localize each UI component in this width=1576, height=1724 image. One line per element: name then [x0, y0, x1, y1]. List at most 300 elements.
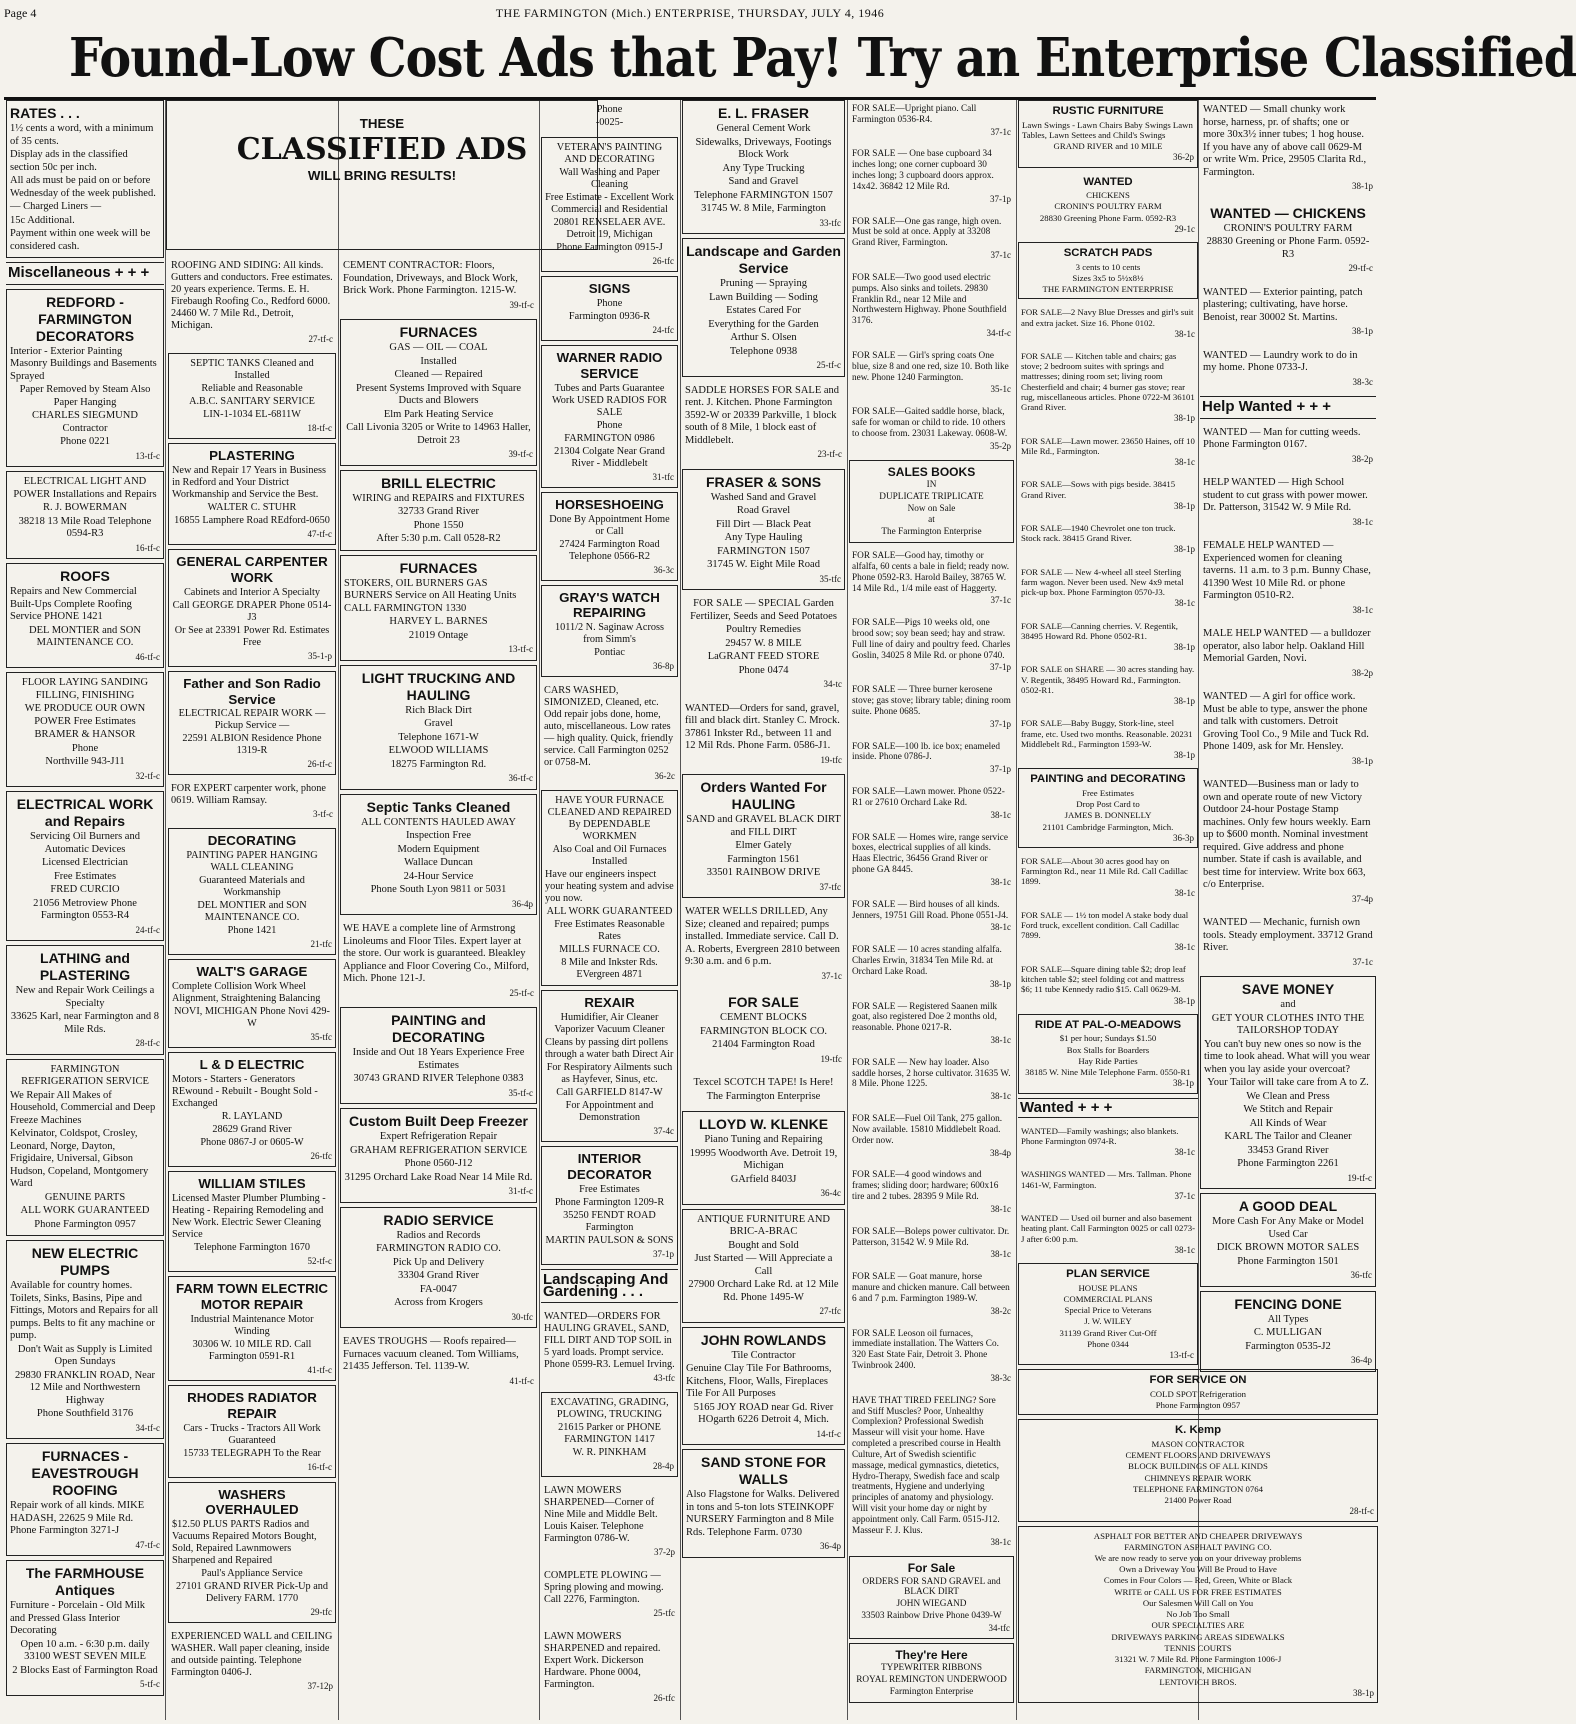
ad-line: Phone	[596, 419, 623, 431]
ad-line: General Cement Work	[716, 123, 811, 134]
column-rule	[1016, 100, 1017, 1720]
ad-heading: FOR SALE—4 good windows and frames; sliding door; hardware; 600x16 tire and 2 tubes. 28395 9 Mile Rd.	[852, 1170, 999, 1203]
ad-line: HARVEY L. BARNES	[389, 616, 488, 627]
ad-heading: WANTED — Mechanic, furnish own tools. Steady employment. 33712 Grand River.	[1203, 917, 1373, 953]
ad-line: A.B.C. SANITARY SERVICE	[189, 396, 315, 407]
ad-heading: FOR SALE — Kitchen table and chairs; gas stove; 2 bedroom suites with springs and mattresses; dining room set; living room Chesterfield and chair; 4 burner gas stove; rear rug, miscellaneous articles. Phone 0722-M 36101 Grand River.	[1021, 350, 1195, 413]
column-3	[340, 100, 537, 1718]
classified-ad	[1018, 347, 1198, 428]
ad-line: Elmer Gately	[735, 840, 792, 851]
classified-ad	[168, 353, 336, 439]
ad-line: 5165 JOY ROAD near Gd. River HOgarth 6226 Detroit 4, Mich.	[693, 1401, 834, 1425]
banner-line: WILL BRING RESULTS!	[307, 167, 457, 183]
ad-line: Everything for the Garden	[708, 318, 819, 330]
classified-ad	[849, 896, 1014, 937]
ad-line: ORDERS FOR SAND GRAVEL and BLACK DIRT	[862, 1576, 1001, 1598]
classified-ad	[1018, 852, 1198, 902]
classified-ad	[849, 941, 1014, 993]
ad-code: 26-tfc	[652, 256, 674, 266]
ad-line: Free Estimates Reasonable Rates	[554, 919, 665, 943]
ad-line: Industrial Maintenance Motor Winding	[190, 1313, 314, 1337]
classified-ad	[1018, 1122, 1198, 1162]
ad-heading: RUSTIC FURNITURE	[1052, 105, 1164, 117]
ad-line: 24-Hour Service	[403, 870, 474, 882]
ad-heading: ASPHALT FOR BETTER AND CHEAPER DRIVEWAYS	[1093, 1530, 1303, 1541]
ad-heading: A GOOD DEAL	[1238, 1198, 1338, 1214]
ad-code: 19-tf-c	[1347, 1172, 1372, 1183]
ad-heading: WANTED—Business man or lady to own and operate route of new Victory Outdoor 24-hour Postage Stamp machines. Only few hours weekly. Earn up to $600 month. Nominal investment required. Give address and phone number. State if cash is available, and best time for interview. Write box 663, c/o Enterprise.	[1203, 779, 1371, 890]
ad-heading: PLASTERING	[209, 448, 295, 463]
ad-code: 19-tfc	[820, 754, 842, 765]
ad-line: Pick Up and Delivery	[392, 1256, 485, 1268]
ad-heading: FOR SALE—100 lb. ice box; enameled inside. Phone 0786-J.	[852, 741, 1000, 763]
ad-line: BLOCK BUILDINGS OF ALL KINDS	[1128, 1461, 1268, 1472]
ad-line: Expert Refrigeration Repair	[379, 1131, 498, 1142]
ad-line: Across from Krogers	[394, 1297, 483, 1308]
classified-ad	[1018, 617, 1198, 657]
column-rule	[539, 100, 540, 1720]
classified-ad	[849, 998, 1014, 1050]
ad-heading: FOR SALE—Lawn mower. Phone 0522-R1 or 27610 Orchard Lake Rd.	[852, 787, 1005, 808]
ad-line: DEL MONTIER and SON MAINTENANCE CO.	[29, 624, 141, 648]
ad-line: Pruning — Spraying	[720, 278, 807, 289]
classified-ad	[849, 213, 1014, 265]
ad-code: 35-2p	[990, 440, 1011, 451]
ad-code: 34-tc	[823, 679, 842, 689]
classified-ad	[682, 100, 845, 234]
ad-line: Present Systems Improved with Square Ducts and Blowers	[355, 382, 522, 406]
ad-line: Payment within one week will be considered cash.	[10, 228, 151, 252]
ad-code: 36-tf-c	[508, 773, 533, 783]
ad-code: 38-1c	[1352, 604, 1373, 615]
ad-code: 36-tfc	[1350, 1270, 1372, 1280]
ad-line: CRONIN'S POULTRY FARM	[1054, 201, 1162, 212]
ad-line: LIN-1-1034 EL-6811W	[203, 409, 301, 420]
ad-heading: HAVE YOUR FURNACE CLEANED AND REPAIRED By DEPENDABLE WORKMEN	[547, 795, 672, 843]
ad-heading: COMPLETE PLOWING — Spring plowing and mowing. Call 2276, Farmington.	[544, 1570, 664, 1606]
ad-code: 38-2p	[1352, 453, 1373, 464]
ad-heading: WASHERS OVERHAULED	[205, 1486, 299, 1518]
classified-ad	[849, 403, 1014, 455]
ad-line: NOVI, MICHIGAN Phone Novi 429-W	[174, 1006, 330, 1030]
ad-line: 28629 Grand River	[212, 1124, 292, 1136]
column-rule	[165, 100, 166, 1720]
ad-heading: NEW ELECTRIC PUMPS	[31, 1245, 139, 1278]
ad-line: ELECTRICAL REPAIR WORK — Pickup Service —	[178, 708, 326, 732]
ad-heading: RIDE AT PAL-O-MEADOWS	[1034, 1018, 1182, 1031]
ad-line: GAS — OIL — COAL	[389, 342, 488, 353]
ad-heading: GENERAL CARPENTER WORK	[176, 553, 328, 585]
ad-code: 36-8p	[653, 661, 674, 672]
ad-line: 15733 TELEGRAPH To the Rear	[183, 1447, 321, 1459]
ad-code: 37-1c	[990, 250, 1011, 261]
ad-heading: ROOFS	[60, 568, 110, 584]
classified-ad	[541, 137, 678, 272]
ad-code: 34-tfc	[988, 1622, 1010, 1633]
ad-line: Hay Ride Parties	[1078, 1055, 1138, 1066]
classified-ad	[541, 585, 678, 678]
classified-ad	[168, 1385, 336, 1478]
ad-line: Phone Southfield 3176	[36, 1408, 134, 1419]
ad-code: 19-tfc	[820, 1053, 842, 1064]
ad-line: Have our engineers inspect your heating system and advise you now.	[545, 869, 674, 905]
ad-line: DRIVEWAYS PARKING AREAS SIDEWALKS	[1111, 1631, 1285, 1642]
ad-code: 38-1c	[990, 1091, 1011, 1102]
ad-heading: WANTED — Used oil burner and also basement heating plant. Call Farmington 0025 or call 0273-J after 6:00 p.m.	[1021, 1213, 1195, 1244]
ad-line: FA-0047	[419, 1283, 458, 1295]
ad-line: CHIMNEYS REPAIR WORK	[1144, 1472, 1252, 1483]
ad-heading: WANTED — A girl for office work. Must be able to type, answer the phone and talk with customers. Detroit Groving Tool Co., 9 Mile and Tuck Rd. Phone 1409, ask for Mr. Hensley.	[1203, 691, 1369, 752]
ad-heading: WANTED — Laundry work to do in my home. Phone 0733-J.	[1203, 349, 1358, 373]
ad-line: Telephone 0938	[729, 345, 798, 357]
ad-heading: Phone	[596, 104, 623, 115]
banner-line: THESE	[359, 116, 405, 131]
ad-line: $1 per hour; Sundays $1.50	[1059, 1033, 1157, 1044]
ad-heading: WANTED — Exterior painting, patch plastering; cultivating, have horse. Benoist, rear 30002 St. Martins.	[1203, 286, 1363, 323]
classified-ad	[6, 289, 164, 468]
classified-ad	[1200, 913, 1376, 972]
ad-line: 31745 W. 8 Mile, Farmington	[701, 203, 826, 214]
ad-code: 35-tfc	[310, 1032, 332, 1043]
ad-line: 33453 Grand River	[1247, 1144, 1329, 1156]
ad-line: CHARLES SIEGMUND Contractor	[32, 410, 138, 434]
ad-line: 1011/2 N. Saginaw Across from Simm's	[555, 622, 664, 646]
ad-line: $12.50 PLUS PARTS Radios and Vacuums Repaired Motors Bought, Sold, Repaired Lawnmowers Sharpened and Repaired	[172, 1519, 317, 1567]
classified-ad	[6, 791, 164, 941]
ad-heading: FOR SALE	[728, 994, 799, 1010]
ad-code: 28-tf-c	[1349, 1506, 1374, 1517]
classified-ad	[682, 1073, 845, 1107]
ad-line: 27424 Farmington Road Telephone 0566-R2	[559, 538, 660, 562]
ad-line: Licensed Master Plumber Plumbing - Heating - Repairing Remodeling and New Work. Electric Sewer Cleaning Service	[172, 1193, 326, 1241]
ad-line: FARMINGTON BLOCK CO.	[699, 1025, 828, 1037]
classified-ad	[849, 347, 1014, 399]
ad-code: 38-1p	[1353, 1687, 1374, 1698]
ad-line: HOUSE PLANS	[1078, 1282, 1138, 1293]
classified-ad	[340, 256, 537, 315]
classified-ad	[1018, 1014, 1198, 1094]
classified-ad	[541, 1627, 678, 1708]
ad-line: Available for country homes. Toilets, Sinks, Basins, Pipe and Fittings, Motors and Repairs for all pumps. Belts to fit any machine or pump.	[10, 1280, 159, 1341]
ad-code: 31-tfc	[652, 471, 674, 482]
ad-code: 38-1p	[1174, 750, 1195, 760]
ad-line: PAINTING PAPER HANGING WALL CLEANING	[186, 850, 318, 874]
ad-line: Piano Tuning and Repairing	[704, 1134, 823, 1145]
ad-line: DEL MONTIER and SON MAINTENANCE CO.	[197, 900, 307, 924]
ad-heading: FOR SALE Leoson oil furnaces, immediate installation. The Watters Co. 320 East State Fair, Detroit 3. Phone Twinbrook 2400.	[852, 1328, 999, 1372]
ad-line: All Kinds of Wear	[1249, 1117, 1327, 1129]
banner-line: CLASSIFIED ADS	[236, 131, 528, 167]
ad-line: Lawn Swings - Lawn Chairs Baby Swings Lawn Tables, Lawn Settees and Child's Swings	[1022, 119, 1193, 140]
ad-heading: ANTIQUE FURNITURE AND BRIC-A-BRAC	[697, 1213, 830, 1237]
section-header: Help Wanted + + +	[1200, 396, 1376, 419]
ad-line: 8 Mile and Inkster Rds. EVergreen 4871	[561, 957, 658, 981]
ad-line: — Charged Liners —	[10, 201, 102, 212]
ad-code: 13-tf-c	[508, 644, 533, 654]
ad-heading: FOR SALE—Sows with pigs beside. 38415 Grand River.	[1021, 479, 1176, 500]
column-5	[682, 100, 845, 1718]
ad-line: You can't buy new ones so now is the time to look ahead. What will you wear when you lay aside your overcoat?	[1204, 1038, 1371, 1075]
ad-line: 38218 13 Mile Road Telephone 0594-R3	[18, 515, 152, 539]
ad-code: 26-tf-c	[307, 759, 332, 770]
ad-line: Guaranteed Materials and Workmanship	[199, 875, 305, 899]
ad-heading: FEMALE HELP WANTED — Experienced women for cleaning taverns. 11 a.m. to 3 p.m. Bunny Chase, 41390 West 10 Mile Rd. or phone Farmington 0510-R2.	[1203, 540, 1371, 601]
ad-line: IN	[926, 479, 937, 490]
ad-line: Humidifier, Air Cleaner Vaporizer Vacuum Cleaner	[554, 1012, 665, 1036]
ad-line: Inspection Free	[405, 830, 472, 841]
ad-heading: WANTED — CHICKENS	[1210, 204, 1366, 221]
ad-heading: The FARMHOUSE Antiques	[25, 1565, 145, 1598]
column-8	[1200, 100, 1376, 1718]
ad-code: 37-1c	[821, 970, 842, 981]
ad-line: For Respiratory Ailments such as Hayfever, Sinus, etc.	[546, 1062, 673, 1086]
classified-ad	[849, 1223, 1014, 1264]
classified-ad	[849, 738, 1014, 779]
ad-line: Genuine Clay Tile For Bathrooms, Kitchens, Floor, Walls, Fireplaces Tile For All Purposes	[686, 1363, 832, 1399]
classified-ad	[340, 1108, 537, 1203]
ad-code: 27-tfc	[819, 1306, 841, 1316]
ad-heading: WILLIAM STILES	[198, 1176, 306, 1192]
ad-heading: REXAIR	[584, 995, 635, 1011]
ad-code: 35-tf-c	[508, 1087, 533, 1098]
classified-ad	[849, 614, 1014, 677]
ad-heading: HORSESHOEING	[555, 496, 664, 512]
ad-heading: LAWN MOWERS SHARPENED and repaired. Expert Work. Dickerson Hardware. Phone 0004, Farmington.	[544, 1631, 661, 1691]
classified-ad	[340, 919, 537, 1003]
classified-ad	[340, 665, 537, 790]
ad-line: Display ads in the classified section 50c per inch.	[10, 149, 128, 173]
classified-ad	[6, 563, 164, 668]
ad-line: Any Type Trucking	[722, 162, 805, 174]
classified-ad	[1018, 768, 1198, 848]
ad-heading: FARMINGTON REFRIGERATION SERVICE	[21, 1063, 149, 1087]
ad-line: Comes in Four Colors — Red, Green, White or Black	[1103, 1575, 1293, 1586]
ad-line: Done By Appointment Home or Call	[549, 513, 670, 537]
column-rule	[847, 100, 848, 1720]
classified-ad	[682, 1327, 845, 1446]
ad-line: Phone South Lyon 9811 or 5031	[370, 884, 507, 895]
classified-ad	[6, 471, 164, 559]
classified-ad	[168, 671, 336, 776]
ad-heading: LLOYD W. KLENKE	[698, 1116, 829, 1132]
ad-line: JOHN WIEGAND	[896, 1599, 967, 1610]
ad-line: 29830 FRANKLIN ROAD, Near 12 Mile and Northwestern Highway	[15, 1369, 155, 1406]
ad-line: 30743 GRAND RIVER Telephone 0383	[353, 1073, 524, 1084]
ad-code: 25-tf-c	[509, 987, 534, 998]
ad-code: 31-tf-c	[508, 1186, 533, 1196]
ad-line: Wall Washing and Paper Cleaning	[559, 167, 660, 190]
ad-code: 37-4p	[1352, 893, 1373, 904]
classified-ad	[849, 1110, 1014, 1162]
ad-line: FARMINGTON ASPHALT PAVING CO.	[1124, 1541, 1272, 1552]
ad-heading: LIGHT TRUCKING AND HAULING	[361, 669, 516, 703]
ad-heading: PLAN SERVICE	[1066, 1268, 1150, 1281]
ad-heading: FOR SALE—2 Navy Blue Dresses and girl's suit and extra jacket. Size 16. Phone 0102.	[1021, 307, 1194, 328]
classified-ad	[1200, 976, 1376, 1189]
classified-ad	[849, 100, 1014, 141]
ad-line: 20801 RENSELAER AVE. Detroit 19, Michigan	[553, 217, 666, 240]
ad-code: 37-1c	[990, 595, 1011, 606]
ad-heading: Septic Tanks Cleaned	[366, 798, 511, 815]
classified-ad	[1018, 960, 1198, 1010]
ad-line: 3 cents to 10 cents	[1075, 261, 1141, 272]
ad-code: 13-tf-c	[1169, 1350, 1194, 1361]
ad-line: Phone 1550	[413, 519, 464, 531]
classified-ad	[1018, 100, 1198, 168]
ad-line: 28830 Greening Phone Farm. 0592-R3	[1039, 212, 1177, 223]
ad-code: 38-1p	[1174, 413, 1195, 424]
classified-ad	[682, 469, 845, 591]
ad-line: 31295 Orchard Lake Road Near 14 Mile Rd.	[344, 1171, 533, 1183]
ad-heading: WALT'S GARAGE	[196, 964, 308, 980]
ad-code: 38-1c	[990, 1035, 1011, 1045]
classified-ad	[682, 990, 845, 1069]
ad-line: Phone Farmington 1209-R	[554, 1197, 665, 1209]
classified-ad	[849, 1268, 1014, 1320]
ad-line: The Farmington Enterprise	[706, 1090, 821, 1102]
ad-line: CHICKENS	[1086, 190, 1130, 201]
ad-code: 38-1c	[1174, 941, 1195, 952]
ad-heading: SAVE MONEY	[1241, 981, 1335, 997]
ad-line: ALL CONTENTS HAULED AWAY	[361, 816, 516, 828]
ad-line: 27900 Orchard Lake Rd. at 12 Mile Rd. Phone 1495-W	[688, 1279, 839, 1303]
ad-code: 24-tf-c	[135, 924, 160, 935]
ad-heading: FOR SALE — Registered Saanen milk goat, also registered Doe 2 months old, reasonable. Phone 0217-R.	[852, 1001, 998, 1034]
ad-heading: Landscape and Garden Service	[686, 243, 841, 276]
ad-code: 3-tf-c	[313, 809, 333, 820]
ad-line: 1½ cents a word, with a minimum of 35 cents.	[10, 123, 154, 147]
ad-heading: FOR SALE — New 4-wheel all steel Sterling farm wagon. Never been used. New 4x9 metal pick-up box. Phone Farmington 0570-J3.	[1021, 566, 1184, 598]
classified-ad	[6, 672, 164, 787]
ad-code: 38-1c	[1352, 516, 1373, 527]
ad-code: 38-4p	[990, 1147, 1011, 1158]
ad-code: 38-2c	[990, 1305, 1011, 1316]
ad-code: 35-tfc	[819, 573, 841, 584]
ad-heading: JOHN ROWLANDS	[700, 1331, 827, 1348]
ad-line: Farmington 1561	[727, 853, 800, 865]
ad-code: 38-1p	[1352, 755, 1373, 766]
ad-code: 29-tfc	[310, 1607, 332, 1618]
ad-line: Own a Driveway You Will Be Proud to Have	[1119, 1564, 1277, 1575]
ad-line: WE PRODUCE OUR OWN POWER Free Estimates	[24, 703, 146, 727]
ad-heading: FOR SALE — Girl's spring coats One blue, size 8 and one red, size 10. Both like new. Phone 1240 Farmington.	[852, 350, 1009, 383]
ad-code: 46-tf-c	[135, 651, 160, 662]
ad-line: Repairs and New Commercial Built-Ups Complete Roofing Service PHONE 1421	[10, 586, 137, 622]
classified-ad	[1200, 1291, 1376, 1372]
ad-line: Phone 1421	[227, 925, 277, 937]
ad-line: Our Salesmen Will Call on You	[1142, 1597, 1254, 1608]
ad-code: 47-tf-c	[135, 1539, 160, 1550]
ad-line: 31321 W. 7 Mile Rd. Phone Farmington 1006-J	[1114, 1654, 1282, 1665]
classified-ad	[541, 1146, 678, 1265]
classified-ad	[1200, 201, 1376, 279]
ad-heading: WANTED—ORDERS FOR HAULING GRAVEL, SAND, FILL DIRT AND TOP SOIL in 5 yard loads. Prompt service. Phone 0599-R3. Lemuel Irving.	[544, 1311, 675, 1371]
ad-code: 25-tf-c	[816, 360, 841, 370]
ad-line: We Repair All Makes of Household, Commercial and Deep Freeze Machines	[10, 1089, 156, 1126]
classified-ad	[682, 1209, 845, 1323]
dateline: THE FARMINGTON (Mich.) ENTERPRISE, THURSDAY, JULY 4, 1946	[495, 6, 885, 20]
ad-code: 38-1p	[1174, 544, 1195, 555]
ad-line: 21056 Metroview Phone Farmington 0553-R4	[33, 897, 137, 921]
classified-ad	[1018, 714, 1198, 764]
ad-line: WIRING and REPAIRS and FIXTURES	[352, 492, 525, 504]
classified-ad	[168, 1171, 336, 1272]
classified-ad	[6, 1240, 164, 1439]
classified-ad	[340, 555, 537, 661]
ad-heading: FOR SALE — Goat manure, horse manure and chicken manure. Call between 6 and 7 p.m. Farmington 1989-W.	[852, 1272, 1010, 1304]
ad-line: C. MULLIGAN	[1253, 1327, 1323, 1338]
ad-heading: RADIO SERVICE	[383, 1211, 494, 1228]
ad-line: Tile Contractor	[731, 1349, 796, 1361]
ad-line: and	[1280, 999, 1296, 1010]
ad-heading: FOR SALE — Bird houses of all kinds. Jenners, 19751 Gill Road. Phone 0551-J4.	[852, 899, 1009, 921]
ad-code: 37-1p	[990, 662, 1011, 673]
ad-code: 32-tf-c	[135, 770, 160, 781]
ad-heading: WE HAVE a complete line of Armstrong Linoleums and Floor Tiles. Expert layer at the store. Our work is guaranteed. Bleakley Appliance and Floor Covering Co., Milford, Mich. Phone 121-J.	[343, 923, 530, 984]
ad-line: 30306 W. 10 MILE RD. Call Farmington 0591-R1	[192, 1338, 312, 1362]
ad-code: 29-1c	[1174, 223, 1195, 234]
ad-heading: Orders Wanted For HAULING	[700, 779, 827, 812]
ad-line: Wallace Duncan	[404, 857, 473, 868]
classified-ad	[1200, 624, 1376, 683]
classified-ad	[168, 959, 336, 1048]
ad-heading: Father and Son Radio Service	[183, 675, 321, 707]
classified-ad	[1200, 346, 1376, 393]
ad-code: 37-1c	[990, 126, 1011, 137]
ad-line: TYPEWRITER RIBBONS	[881, 1663, 982, 1674]
ad-code: 39-tf-c	[509, 299, 534, 310]
classified-ad	[1018, 432, 1198, 472]
ad-line: Repair work of all kinds. MIKE HADASH, 22625 9 Mile Rd. Phone Farmington 3271-J	[10, 1500, 145, 1536]
ad-line: W. R. PINKHAM	[572, 1447, 647, 1459]
ad-code: 38-1p	[1352, 326, 1373, 336]
ad-heading: RHODES RADIATOR REPAIR	[187, 1389, 317, 1421]
classified-ad	[541, 1392, 678, 1477]
ad-heading: ELECTRICAL WORK and Repairs	[16, 796, 154, 829]
classified-ad	[1018, 519, 1198, 559]
classified-ad	[1200, 283, 1376, 342]
ad-code: 38-1c	[1174, 1244, 1195, 1255]
ad-line: Phone 0867-J or 0605-W	[200, 1137, 304, 1149]
classified-ad	[541, 492, 678, 581]
ad-line: Estates Cared For	[726, 305, 801, 316]
ad-line: Cabinets and Interior A Specialty	[183, 586, 321, 598]
ad-line: Inside and Out 18 Years Experience Free Estimates	[352, 1047, 525, 1071]
ad-line: Washed Sand and Gravel	[710, 491, 817, 503]
ad-code: 36-2p	[1173, 152, 1194, 163]
ad-heading: FOR SALE on SHARE — 30 acres standing hay. V. Regentik, 38495 Howard Rd., Farmington. 0502-R1.	[1021, 664, 1195, 695]
ad-line: Sand and Gravel	[728, 176, 799, 187]
ad-line: Phone 0344	[1087, 1338, 1129, 1349]
ad-heading: For Sale	[907, 1561, 956, 1576]
ad-line: 19995 Woodworth Ave. Detroit 19, Michigan	[689, 1147, 838, 1171]
ad-code: 38-1c	[990, 1537, 1011, 1548]
ad-line: Call GARFIELD 8147-W	[556, 1087, 663, 1099]
ad-heading: FOR SALE—Boleps power cultivator. Dr. Patterson, 31542 W. 9 Mile Rd.	[852, 1226, 1010, 1248]
ad-heading: FRASER & SONS	[705, 473, 822, 490]
classified-ad	[1200, 473, 1376, 532]
classified-ad	[682, 1111, 845, 1205]
ad-heading: WATER WELLS DRILLED, Any Size; cleaned and repaired; pumps installed. Immediate service. Call D. A. Roberts, Evergreen 2810 between 9:30 a.m. and 6 p.m.	[685, 906, 840, 967]
ad-line: 31745 W. Eight Mile Road	[707, 559, 820, 570]
ad-code: 36-2c	[654, 771, 675, 782]
ad-code: 37-2p	[654, 1547, 675, 1558]
ad-heading: WASHINGS WANTED — Mrs. Tallman. Phone 1461-W, Farmington.	[1021, 1169, 1192, 1190]
ad-code: 34-tf-c	[986, 328, 1011, 339]
column-6	[849, 100, 1014, 1718]
classified-ad	[541, 345, 678, 488]
ad-heading: FOR SALE—About 30 acres good hay on Farmington Rd., near 11 Mile Rd. Call Cadillac 1899.	[1021, 855, 1188, 887]
